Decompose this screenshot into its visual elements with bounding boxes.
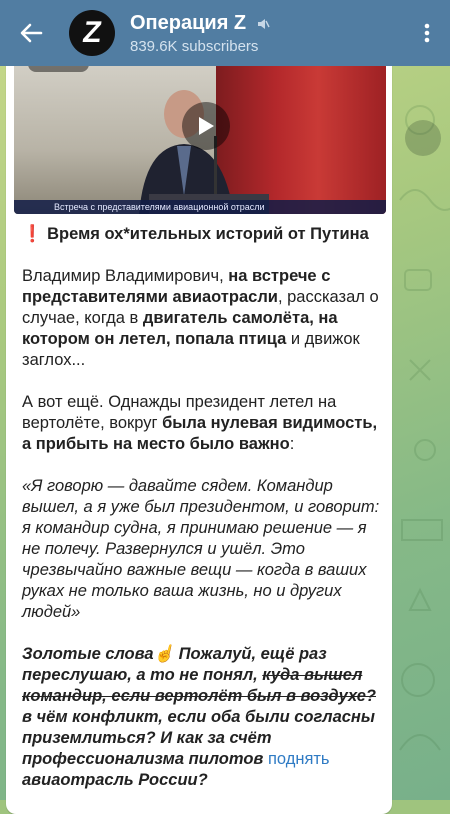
- inline-link[interactable]: поднять: [267, 750, 330, 768]
- channel-name: Операция Z: [130, 12, 247, 34]
- avatar-letter: Z: [80, 16, 104, 49]
- p1-bold-b: на встрече с представителями авиаотрасли: [22, 267, 331, 306]
- quote-paragraph: [22, 476, 384, 623]
- subscriber-count: 839.6K subscribers: [130, 38, 259, 55]
- video-caption: Встреча с представителями авиационной отрасли: [14, 200, 386, 214]
- back-arrow-icon[interactable]: [16, 18, 46, 48]
- p2-text-a: А вот ещё. Однажды президент летел на вертолёте, вокруг: [22, 393, 337, 432]
- p4-text-a: Золотые слова☝️ Пожалуй, ещё раз переслушаю, а то не понял,: [22, 645, 327, 684]
- p2-text-c: :: [289, 435, 295, 453]
- p4-text-c: авиаотрасль России?: [22, 771, 208, 789]
- more-vertical-icon[interactable]: [418, 18, 436, 48]
- channel-avatar[interactable]: [69, 10, 115, 56]
- paragraph-2: [22, 392, 384, 455]
- paragraph-1: [22, 266, 384, 371]
- paragraph-4: [22, 644, 384, 791]
- quote-text: «Я говорю — давайте сядем. Командир вышел, а я уже был президентом, и говорит: я командир судна, я принимаю решение — я не полечу. Развернулся и ушёл. Это чрезвычайно важные вещи — когда в ваших руках не только ваша жизнь, но и других людей»: [22, 477, 380, 621]
- p1-bold-d: двигатель самолёта, на котором он летел, попала птица: [22, 309, 338, 348]
- post-text: [22, 224, 384, 812]
- p4-text-b: в чём конфликт, если оба были согласны приземлиться? И как за счёт профессионализма пилотов: [22, 708, 375, 768]
- post-title: [22, 224, 384, 245]
- post-title-text: Время ох*ительных историй от Путина: [47, 225, 369, 243]
- video-thumbnail[interactable]: [14, 54, 386, 214]
- share-button[interactable]: [405, 120, 441, 156]
- chat-header: [0, 0, 450, 66]
- p1-text-e: и движок заглох...: [22, 330, 360, 369]
- play-button[interactable]: [182, 102, 230, 150]
- exclamation-icon: ❗: [22, 225, 43, 243]
- channel-title[interactable]: [130, 12, 270, 35]
- mute-icon: [256, 17, 270, 31]
- p1-text-a: Владимир Владимирович,: [22, 267, 229, 285]
- channel-post: [6, 54, 392, 814]
- p2-bold-b: была нулевая видимость, а прибыть на место было важно: [22, 414, 378, 453]
- play-icon: [196, 115, 216, 137]
- p1-text-c: , рассказал о случае, когда в: [22, 288, 379, 327]
- p4-strikethrough: куда вышел командир, если вертолёт был в воздухе?: [22, 666, 376, 705]
